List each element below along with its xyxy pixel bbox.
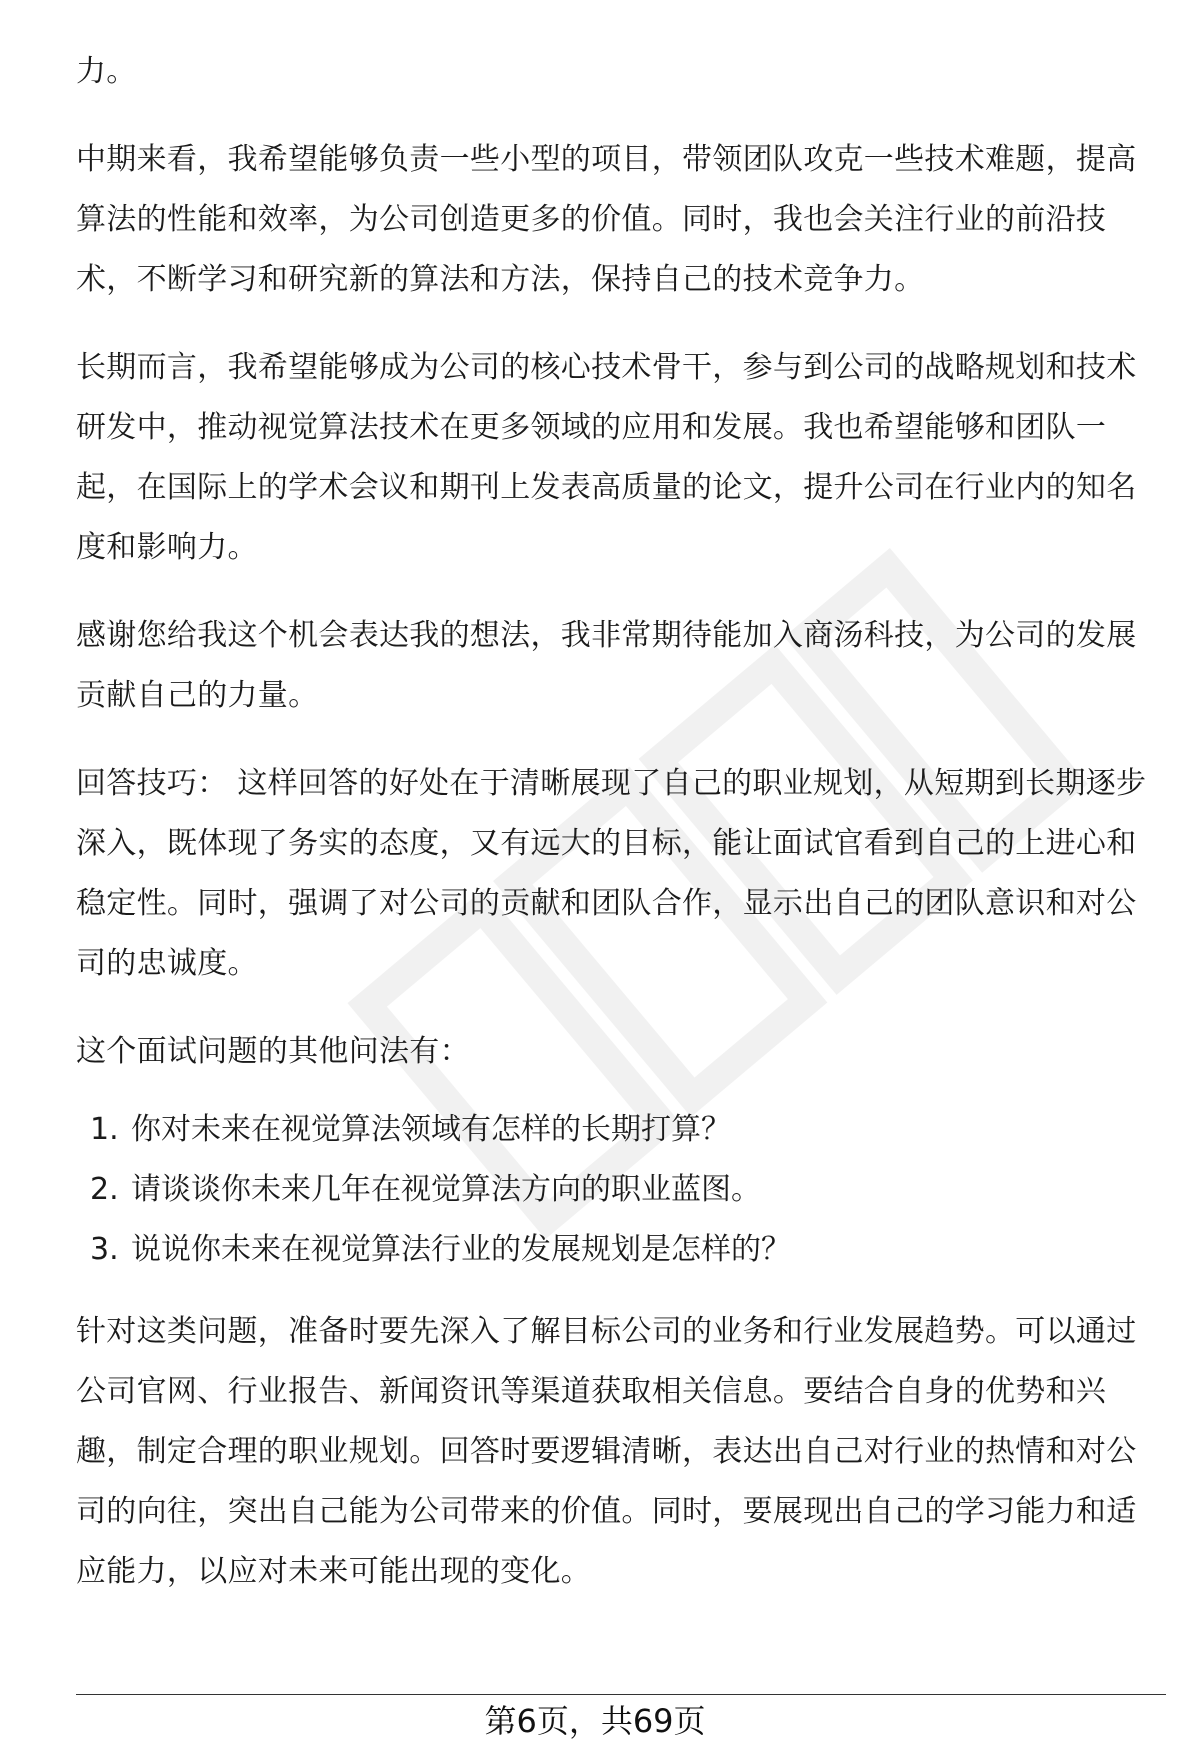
paragraph-preparation-advice: 针对这类问题，准备时要先深入了解目标公司的业务和行业发展趋势。可以通过公司官网、行业报告、新闻资讯等渠道获取相关信息。要结合自身的优势和兴趣，制定合理的职业规划。回答时要逻辑清晰，表达出自己对行业的热情和对公司的向往，突出自己能为公司带来的价值。同时，要展现出自己的学习能力和适应能力，以应对未来可能出现的变化。	[76, 1314, 1137, 1589]
list-item	[76, 1100, 1166, 1160]
list-item-number: 1.	[90, 1112, 119, 1147]
list-item-text: 你对未来在视觉算法领域有怎样的长期打算？	[131, 1112, 731, 1147]
paragraph-midterm: 中期来看，我希望能够负责一些小型的项目，带领团队攻克一些技术难题，提高算法的性能和效率，为公司创造更多的价值。同时，我也会关注行业的前沿技术，不断学习和研究新的算法和方法，保持自己的技术竞争力。	[76, 142, 1137, 297]
alternative-questions-list	[76, 1100, 1166, 1280]
paragraph-other-questions-intro: 这个面试问题的其他问法有：	[76, 1034, 470, 1069]
list-item-text: 说说你未来在视觉算法行业的发展规划是怎样的？	[131, 1232, 791, 1267]
list-item	[76, 1220, 1166, 1280]
paragraph-thanks: 感谢您给我这个机会表达我的想法，我非常期待能加入商汤科技，为公司的发展贡献自己的力量。	[76, 618, 1137, 713]
paragraph-longterm: 长期而言，我希望能够成为公司的核心技术骨干，参与到公司的战略规划和技术研发中，推动视觉算法技术在更多领域的应用和发展。我也希望能够和团队一起，在国际上的学术会议和期刊上发表高质量的论文，提升公司在行业内的知名度和影响力。	[76, 350, 1137, 565]
paragraph-answer-tips: 回答技巧： 这样回答的好处在于清晰展现了自己的职业规划，从短期到长期逐步深入，既体现了务实的态度，又有远大的目标，能让面试官看到自己的上进心和稳定性。同时，强调了对公司的贡献和团队合作，显示出自己的团队意识和对公司的忠诚度。	[76, 766, 1147, 981]
page-content	[76, 42, 1166, 1602]
paragraph-continuation: 力。	[76, 54, 137, 89]
list-item-number: 3.	[90, 1232, 119, 1267]
page-number: 第6页，共69页	[484, 1702, 706, 1740]
list-item-number: 2.	[90, 1172, 119, 1207]
footer-divider	[76, 1694, 1166, 1695]
list-item	[76, 1160, 1166, 1220]
list-item-text: 请谈谈你未来几年在视觉算法方向的职业蓝图。	[131, 1172, 761, 1207]
